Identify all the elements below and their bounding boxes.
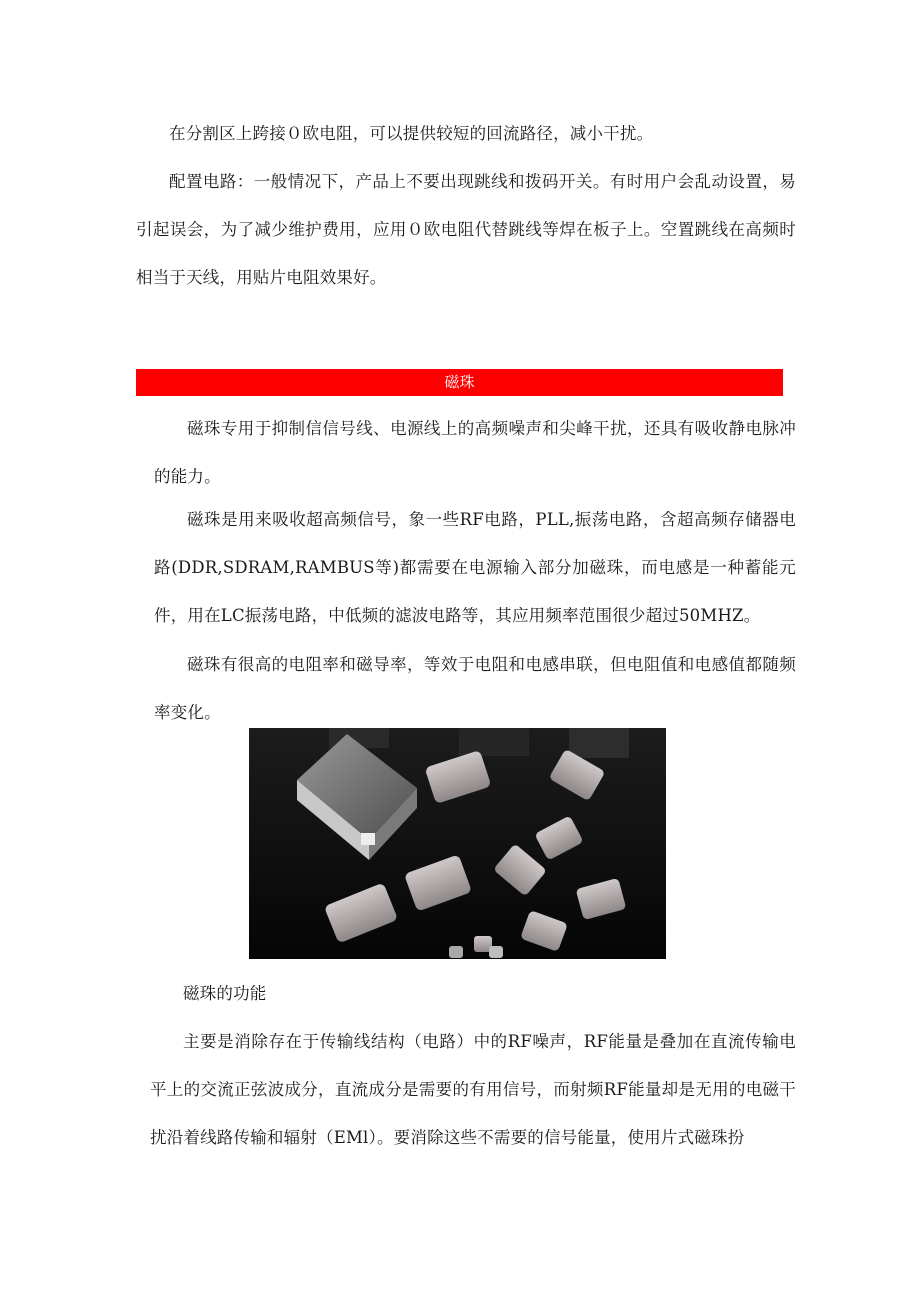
ferrite-beads-photo [249,728,666,959]
paragraph-zero-ohm-return-path: 在分割区上跨接０欧电阻，可以提供较短的回流路径，减小干扰。 [169,124,654,143]
paragraph-bead-rf-noise: 主要是消除存在于传输线结构（电路）中的RF噪声，RF能量是叠加在直流传输电平上的交流正弦波成分，直流成分是需要的有用信号，而射频RF能量却是无用的电磁干扰沿着线路传输和辐射（EMl）。要消除这些不需要的信号能量，使用片式磁珠扮 [150,1032,796,1147]
paragraph-bead-suppression: 磁珠专用于抑制信信号线、电源线上的高频噪声和尖峰干扰，还具有吸收静电脉冲的能力。 [154,419,796,486]
section-title-banner: 磁珠 [136,369,783,396]
subheading-bead-function: 磁珠的功能 [183,984,267,1003]
paragraph-config-circuit: 配置电路：一般情况下，产品上不要出现跳线和拨码开关。有时用户会乱动设置，易引起误会，为了减少维护费用，应用０欧电阻代替跳线等焊在板子上。空置跳线在高频时相当于天线，用贴片电阻效果好。 [136,172,796,287]
paragraph-bead-vs-inductor: 磁珠是用来吸收超高频信号，象一些RF电路，PLL,振荡电路，含超高频存储器电路(DDR,SDRAM,RAMBUS等)都需要在电源输入部分加磁珠，而电感是一种蓄能元件，用在LC振荡电路，中低频的滤波电路等，其应用频率范围很少超过50MHZ。 [154,510,796,625]
paragraph-bead-resistivity: 磁珠有很高的电阻率和磁导率，等效于电阻和电感串联，但电阻值和电感值都随频率变化。 [154,655,796,722]
ferrite-beads-illustration [249,728,666,959]
